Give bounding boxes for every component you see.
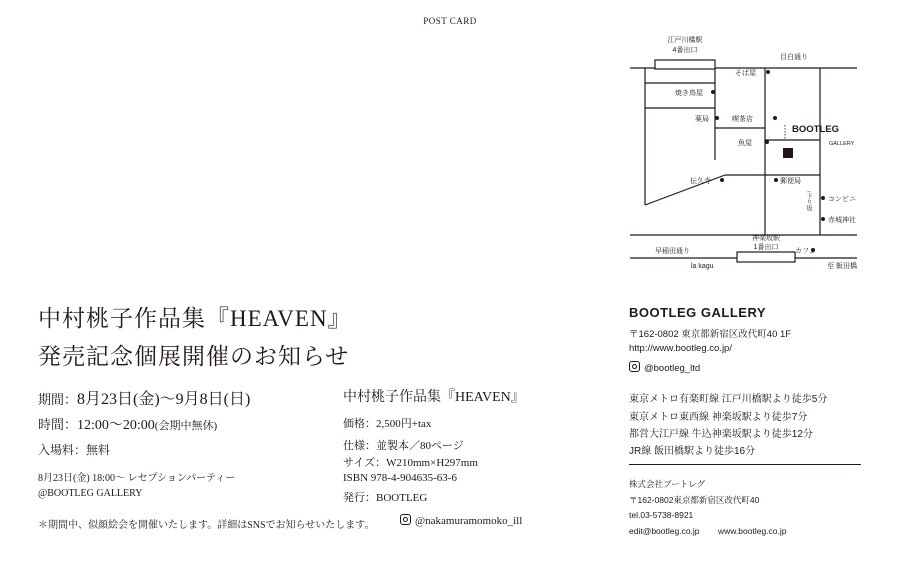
map-label-convenience: コンビニ bbox=[828, 196, 856, 203]
company-web[interactable]: www.bootleg.co.jp bbox=[718, 526, 787, 536]
access-line: JR線 飯田橋駅より徒歩16分 bbox=[629, 446, 756, 457]
company-name: 株式会社ブートレグ bbox=[629, 479, 706, 489]
access-map bbox=[625, 30, 865, 275]
gallery-url[interactable]: http://www.bootleg.co.jp/ bbox=[629, 343, 732, 354]
instagram-icon bbox=[629, 361, 640, 372]
gallery-instagram-text: @bootleg_ltd bbox=[644, 363, 701, 374]
map-label-cafe-shop: 喫茶店 bbox=[732, 116, 753, 123]
sns-handle[interactable] bbox=[400, 514, 522, 527]
access-line: 都営大江戸線 牛込神楽坂駅より徒歩12分 bbox=[629, 429, 813, 440]
book-publisher: 発行：BOOTLEG bbox=[343, 492, 428, 504]
access-line: 東京メトロ東西線 神楽坂駅より徒歩7分 bbox=[629, 412, 808, 423]
instagram-icon bbox=[400, 514, 411, 525]
map-label-cafe: カフェ bbox=[795, 248, 816, 255]
postcard-label: POST CARD bbox=[423, 16, 477, 26]
map-label-mejiro-dori: 目白通り bbox=[780, 54, 808, 61]
book-isbn: ISBN 978-4-904635-63-6 bbox=[343, 472, 457, 484]
map-label-la-kagu: la kagu bbox=[691, 263, 714, 270]
map-label-gallery: GALLERY bbox=[829, 141, 855, 147]
map-label-kagurazaka: 神楽坂駅 bbox=[752, 235, 780, 242]
book-price: 価格：2,500円+tax bbox=[343, 418, 432, 430]
event-period bbox=[38, 386, 250, 409]
gallery-instagram[interactable] bbox=[629, 361, 700, 374]
period-label: 期間： bbox=[38, 392, 78, 407]
map-label-fishmonger: 魚屋 bbox=[738, 140, 752, 147]
divider bbox=[629, 464, 861, 465]
map-label-kagurazaka-exit: 1番出口 bbox=[753, 244, 779, 251]
gallery-name: BOOTLEG GALLERY bbox=[629, 305, 767, 320]
company-tel: tel.03-5738-8921 bbox=[629, 510, 694, 520]
hours-note: (会期中無休) bbox=[154, 420, 218, 432]
admission: 入場料：無料 bbox=[38, 443, 111, 457]
map-label-slope: ↑下り坂 bbox=[805, 190, 811, 211]
map-label-edogawabashi-exit: 4番出口 bbox=[672, 47, 698, 54]
access-line: 東京メトロ有楽町線 江戸川橋駅より徒歩5分 bbox=[629, 394, 828, 405]
company-email[interactable]: edit@bootleg.co.jp bbox=[629, 526, 700, 536]
map-label-iidabashi: 至 飯田橋 bbox=[827, 263, 857, 270]
hours-value: 12:00～20:00 bbox=[77, 418, 155, 433]
event-hours bbox=[38, 414, 217, 434]
hours-label: 時間： bbox=[38, 417, 78, 432]
period-value: 8月23日(金)～9月8日(日) bbox=[77, 391, 251, 408]
book-size: サイズ：W210mm×H297mm bbox=[343, 457, 478, 469]
title-line-2: 発売記念個展開催のお知らせ bbox=[38, 344, 350, 369]
gallery-address: 〒162-0802 東京都新宿区改代町40 1F bbox=[629, 329, 792, 340]
reception-line-2: @BOOTLEG GALLERY bbox=[38, 488, 143, 499]
map-label-akagi: 赤城神社 bbox=[828, 217, 856, 224]
sns-handle-text: @nakamuramomoko_ill bbox=[415, 515, 523, 527]
map-label-waseda-dori: 早稲田通り bbox=[655, 248, 690, 255]
company-address: 〒162-0802東京都新宿区改代町40 bbox=[629, 495, 760, 505]
map-label-denkyuji: 伝久寺 bbox=[690, 178, 711, 185]
map-label-yakitori: 焼き鳥屋 bbox=[675, 90, 703, 97]
title-line-1: 中村桃子作品集『HEAVEN』 bbox=[38, 306, 352, 331]
book-spec: 仕様：並製本／80ページ bbox=[343, 440, 464, 452]
map-label-post-office: 郵便局 bbox=[780, 178, 801, 185]
map-label-edogawabashi: 江戸川橋駅 bbox=[667, 37, 703, 44]
event-note: ＊期間中、似顔絵会を開催いたします。詳細はSNSでお知らせいたします。 bbox=[38, 520, 375, 531]
map-label-sobaya: そば屋 bbox=[735, 70, 756, 77]
map-label-bootleg: BOOTLEG bbox=[792, 124, 839, 135]
book-title: 中村桃子作品集『HEAVEN』 bbox=[343, 390, 525, 405]
map-label-pharmacy: 薬局 bbox=[695, 116, 709, 123]
reception-line-1: 8月23日(金) 18:00～ レセプションパーティー bbox=[38, 473, 236, 484]
